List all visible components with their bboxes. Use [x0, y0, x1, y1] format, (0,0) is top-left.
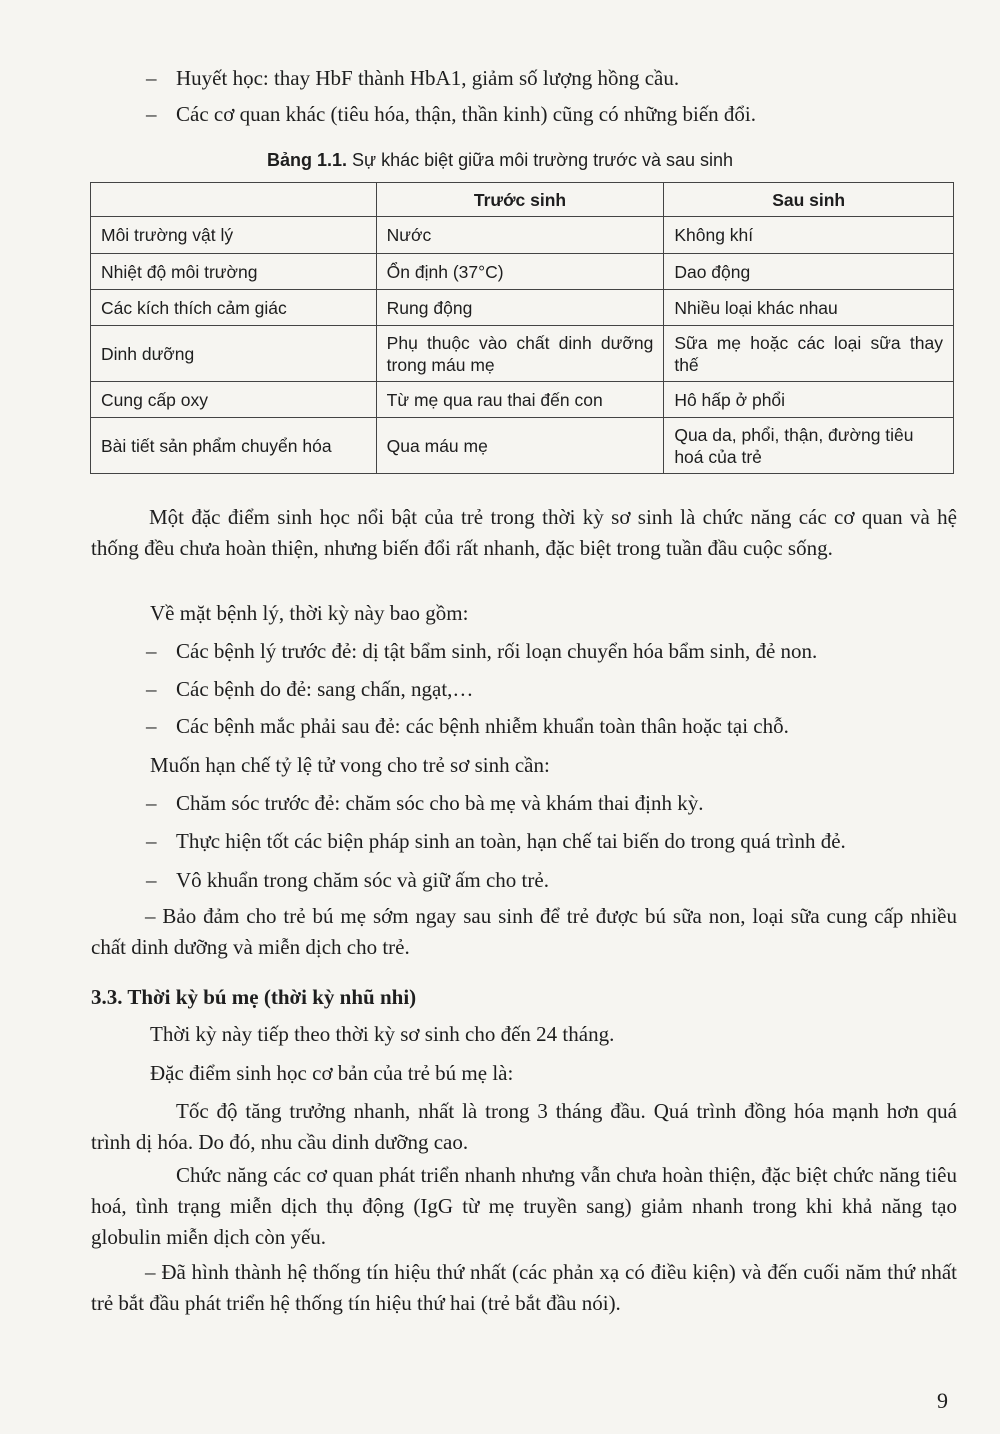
bullet-dash: – — [146, 791, 157, 815]
table-cell: Dao động — [664, 254, 954, 290]
paragraph: – Đã hình thành hệ thống tín hiệu thứ nhất (các phản xạ có điều kiện) và đến cuối năm thứ nhất trẻ bắt đầu phát triển hệ thống tín hiệu thứ hai (trẻ bắt đầu nói). — [91, 1260, 957, 1315]
table-header-cell: Trước sinh — [376, 183, 664, 217]
bullet-dash: – — [146, 868, 157, 892]
paragraph: Đặc điểm sinh học cơ bản của trẻ bú mẹ là: — [150, 1061, 514, 1085]
table-header-cell — [91, 183, 377, 217]
table-cell: Các kích thích cảm giác — [91, 290, 377, 326]
table-row — [91, 217, 954, 254]
paragraph: Tốc độ tăng trưởng nhanh, nhất là trong 3 tháng đầu. Quá trình đồng hóa mạnh hơn quá trình dị hóa. Do đó, nhu cầu dinh dưỡng cao. — [91, 1099, 957, 1154]
table-caption-text: Sự khác biệt giữa môi trường trước và sau sinh — [352, 150, 733, 170]
table-row — [91, 382, 954, 418]
section-heading: 3.3. Thời kỳ bú mẹ (thời kỳ nhũ nhi) — [91, 985, 417, 1009]
table-cell: Dinh dưỡng — [91, 326, 377, 382]
table-cell: Cung cấp oxy — [91, 382, 377, 418]
bullet-dash: – — [146, 66, 157, 90]
bullet-dash: – — [146, 829, 157, 853]
page-number: 9 — [937, 1388, 948, 1413]
table-cell: Từ mẹ qua rau thai đến con — [376, 382, 664, 418]
table-cell: Nước — [376, 217, 664, 254]
bullet-text: Các bệnh do đẻ: sang chấn, ngạt,… — [176, 677, 474, 701]
table-header-row — [91, 183, 954, 217]
bullet-text: Thực hiện tốt các biện pháp sinh an toàn, hạn chế tai biến do trong quá trình đẻ. — [176, 829, 846, 853]
table-cell: Hô hấp ở phổi — [664, 382, 954, 418]
paragraph: – Bảo đảm cho trẻ bú mẹ sớm ngay sau sinh để trẻ được bú sữa non, loại sữa cung cấp nhiều chất dinh dưỡng và miễn dịch cho trẻ. — [91, 904, 957, 959]
bullet-dash: – — [146, 714, 157, 738]
table-row — [91, 418, 954, 474]
table-cell: Nhiệt độ môi trường — [91, 254, 377, 290]
table-row — [91, 254, 954, 290]
bullet-text: Các bệnh lý trước đẻ: dị tật bẩm sinh, rối loạn chuyển hóa bẩm sinh, đẻ non. — [176, 639, 818, 663]
table-cell: Nhiều loại khác nhau — [664, 290, 954, 326]
paragraph: Một đặc điểm sinh học nổi bật của trẻ trong thời kỳ sơ sinh là chức năng các cơ quan và hệ thống đều chưa hoàn thiện, nhưng biến đổi rất nhanh, đặc biệt trong tuần đầu cuộc sống. — [91, 505, 957, 560]
bullet-text: Các bệnh mắc phải sau đẻ: các bệnh nhiễm khuẩn toàn thân hoặc tại chỗ. — [176, 714, 789, 738]
paragraph: Chức năng các cơ quan phát triển nhanh nhưng vẫn chưa hoàn thiện, đặc biệt chức năng tiêu hoá, tình trạng miễn dịch thụ động (IgG từ mẹ truyền sang) giảm nhanh trong khi khả năng tạo globulin miễn dịch còn yếu. — [91, 1163, 957, 1249]
comparison-table — [90, 182, 954, 474]
bullet-dash: – — [146, 639, 157, 663]
table-caption — [0, 148, 1000, 172]
table-cell: Môi trường vật lý — [91, 217, 377, 254]
table-cell: Phụ thuộc vào chất dinh dưỡng trong máu mẹ — [376, 326, 664, 382]
bullet-text: Các cơ quan khác (tiêu hóa, thận, thần kinh) cũng có những biến đổi. — [176, 102, 756, 126]
table-cell: Không khí — [664, 217, 954, 254]
table-row — [91, 290, 954, 326]
bullet-dash: – — [146, 677, 157, 701]
table-caption-label: Bảng 1.1. — [267, 150, 348, 170]
table-cell: Rung động — [376, 290, 664, 326]
table-cell: Qua da, phổi, thận, đường tiêu hoá của trẻ — [664, 418, 954, 474]
table-cell: Sữa mẹ hoặc các loại sữa thay thế — [664, 326, 954, 382]
table-cell: Qua máu mẹ — [376, 418, 664, 474]
bullet-text: Chăm sóc trước đẻ: chăm sóc cho bà mẹ và khám thai định kỳ. — [176, 791, 704, 815]
paragraph: Thời kỳ này tiếp theo thời kỳ sơ sinh cho đến 24 tháng. — [150, 1022, 615, 1046]
bullet-text: Vô khuẩn trong chăm sóc và giữ ấm cho trẻ. — [176, 868, 549, 892]
bullet-dash: – — [146, 102, 157, 126]
table-row — [91, 326, 954, 382]
paragraph: Muốn hạn chế tỷ lệ tử vong cho trẻ sơ sinh cần: — [150, 753, 550, 777]
table-cell: Ổn định (37°C) — [376, 254, 664, 290]
table-cell: Bài tiết sản phẩm chuyển hóa — [91, 418, 377, 474]
table-header-cell: Sau sinh — [664, 183, 954, 217]
bullet-text: Huyết học: thay HbF thành HbA1, giảm số lượng hồng cầu. — [176, 66, 680, 90]
paragraph: Về mặt bệnh lý, thời kỳ này bao gồm: — [150, 601, 469, 625]
